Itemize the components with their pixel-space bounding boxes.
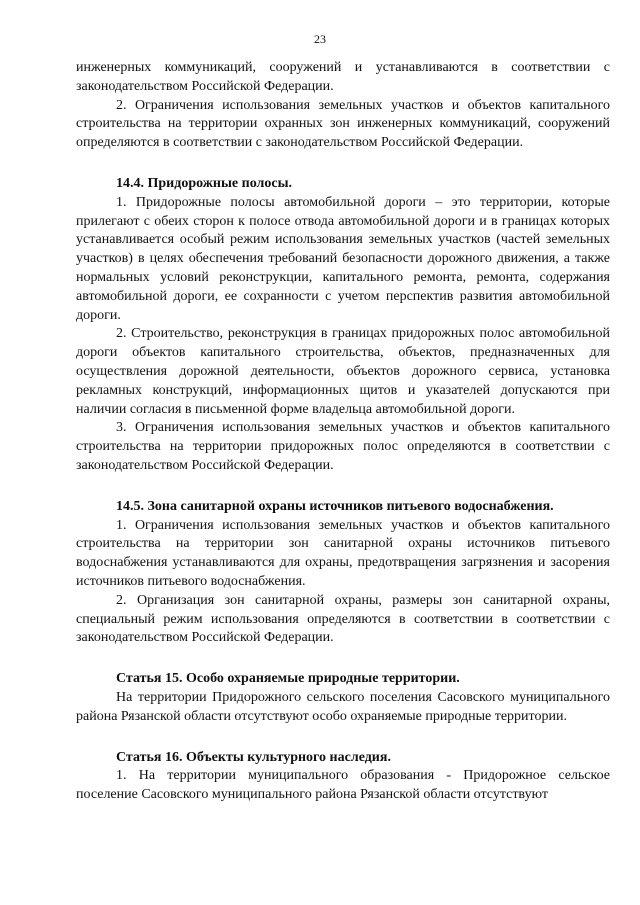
spacer: [76, 153, 610, 175]
spacer: [76, 476, 610, 498]
article-heading-15: Статья 15. Особо охраняемые природные территории.: [116, 671, 460, 687]
page-number: 23: [314, 32, 326, 46]
document-body: [76, 59, 610, 805]
paragraph-cultural-heritage: 1. На территории муниципального образования - Придорожное сельское поселение Сасовского муниципального района Рязанской области отсутствуют: [76, 768, 610, 803]
paragraph-utility-zone-restrictions: 2. Ограничения использования земельных участков и объектов капитального строительства на территории охранных зон инженерных коммуникаций, сооружений определяются в соответствии с законодательством Российской Федерации.: [76, 97, 610, 151]
paragraph-roadside-construction: 2. Строительство, реконструкция в границах придорожных полос автомобильной дороги объектов капитального строительства, объектов, предназначенных для осуществления дорожной деятельности, объектов дорожного сервиса, установка рекламных конструкций, информационных щитов и указателей допускаются при наличии согласия в письменной форме владельца автомобильной дороги.: [76, 326, 610, 417]
paragraph-protected-areas: На территории Придорожного сельского поселения Сасовского муниципального района Рязанской области отсутствуют особо охраняемые природные территории.: [76, 689, 610, 724]
spacer: [76, 648, 610, 670]
paragraph-roadside-definition: 1. Придорожные полосы автомобильной дороги – это территории, которые прилегают с обеих сторон к полосе отвода автомобильной дороги и в границах которых устанавливается особый режим использования земельных участков (частей земельных участков) в целях обеспечения требований безопасности дорожного движения, а также нормальных условий реконструкции, капитального ремонта, ремонта, содержания автомобильной дороги, ее сохранности с учетом перспектив развития автомобильной дороги.: [76, 194, 610, 323]
section-heading-14-5: 14.5. Зона санитарной охраны источников питьевого водоснабжения.: [116, 498, 554, 514]
paragraph-sanitary-restrictions: 1. Ограничения использования земельных участков и объектов капитального строительства на территории зон санитарной охраны источников питьевого водоснабжения устанавливаются для охраны, предотвращения загрязнения и засорения источников питьевого водоснабжения.: [76, 517, 610, 589]
spacer: [76, 727, 610, 749]
paragraph-roadside-restrictions: 3. Ограничения использования земельных участков и объектов капитального строительства на территории придорожных полос определяются в соответствии с законодательством Российской Федерации.: [76, 420, 610, 473]
paragraph-continuation: инженерных коммуникаций, сооружений и устанавливаются в соответствии с законодательством Российской Федерации.: [76, 60, 610, 94]
paragraph-sanitary-organization: 2. Организация зон санитарной охраны, размеры зон санитарной охраны, специальный режим использования определяются в соответствии в соответствии с законодательством Российской Федерации.: [76, 592, 610, 646]
article-heading-16: Статья 16. Объекты культурного наследия.: [116, 749, 391, 765]
section-heading-14-4: 14.4. Придорожные полосы.: [116, 175, 293, 191]
